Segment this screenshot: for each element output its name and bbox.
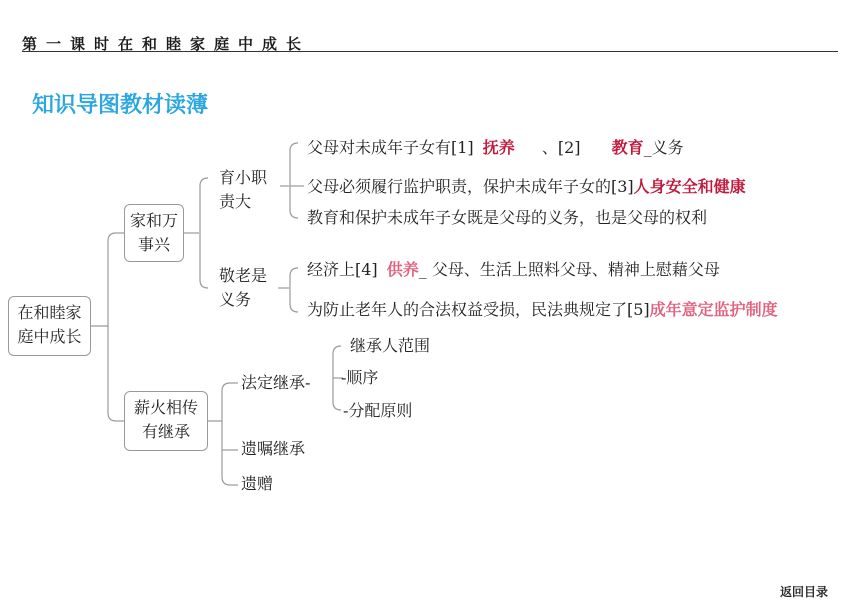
answer-4: 供养	[386, 260, 419, 279]
item-text: _ 父母、生活上照料父母、精神上慰藉父母	[418, 260, 720, 279]
answer-5: 成年意定监护制度	[649, 300, 778, 319]
item-text: 父母必须履行监护职责，保护未成年子女的[3]	[307, 177, 634, 196]
item-text: 顺序	[346, 368, 379, 387]
list-item	[307, 136, 684, 160]
item-text: 教育和保护未成年子女既是父母的义务，也是父母的权利	[307, 208, 708, 227]
list-item	[307, 258, 720, 282]
branch-family-harmony-label: 家和万事兴	[130, 211, 179, 254]
item-text: _义务	[643, 138, 684, 157]
item-text: 为防止老年人的合法权益受损，民法典规定了[5]	[307, 300, 650, 319]
branch-family-harmony	[124, 204, 184, 262]
root-label: 在和睦家庭中成长	[17, 303, 82, 346]
sub-parent-duty: 育小职责大	[219, 168, 268, 211]
answer-1: 抚养	[482, 138, 515, 157]
sub-statutory-inheritance: 法定继承-	[241, 373, 311, 392]
list-item	[307, 298, 778, 322]
list-item: -顺序	[341, 368, 379, 387]
list-item	[307, 206, 707, 230]
answer-2: 教育	[611, 138, 644, 157]
item-text: 分配原则	[348, 401, 413, 420]
list-item: -分配原则	[343, 401, 413, 420]
item-text: 经济上[4]	[307, 260, 378, 279]
branch-inheritance	[124, 391, 208, 451]
sub-statutory-inheritance-label: 法定继承	[241, 373, 306, 392]
mindmap-root-node	[8, 296, 91, 356]
section-title: 知识导图教材读薄	[32, 93, 209, 118]
back-to-contents-button[interactable]: 返回目录	[779, 585, 828, 599]
item-text: 父母对未成年子女有[1]	[307, 138, 474, 157]
list-item	[307, 175, 746, 199]
answer-3: 人身安全和健康	[633, 177, 746, 196]
sub-will-inheritance: 遗嘱继承	[241, 439, 306, 458]
sub-bequest: 遗赠	[241, 474, 274, 493]
branch-inheritance-label: 薪火相传有继承	[133, 398, 198, 441]
list-item: 继承人范围	[350, 336, 431, 355]
item-text: 、[2]	[541, 138, 581, 157]
lesson-title: 第一课时在和睦家庭中成长	[22, 35, 311, 53]
sub-elder-duty: 敬老是义务	[219, 266, 268, 309]
